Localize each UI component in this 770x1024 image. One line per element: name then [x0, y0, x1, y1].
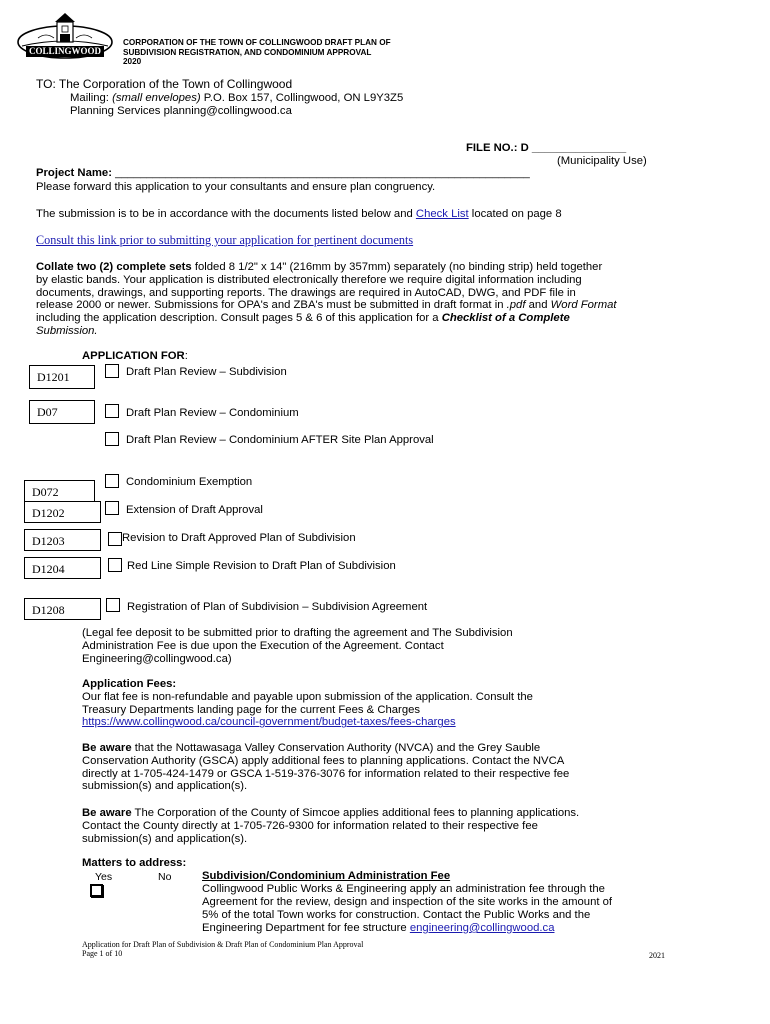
file-number-note: (Municipality Use) [557, 155, 647, 167]
code-box-d07: D07 [29, 400, 95, 424]
checkbox-draft-plan-condominium[interactable] [105, 404, 119, 418]
submission-note: The submission is to be in accordance with the documents listed below and Check List located on page 8 [36, 208, 562, 220]
option-red-line-revision: Red Line Simple Revision to Draft Plan of Subdivision [127, 560, 396, 572]
option-draft-plan-subdivision: Draft Plan Review – Subdivision [126, 366, 287, 378]
footer-year: 2021 [649, 951, 665, 960]
document-title [123, 38, 391, 67]
checkbox-condominium-after-site-plan[interactable] [105, 432, 119, 446]
checkbox-draft-plan-subdivision[interactable] [105, 364, 119, 378]
aware-conservation-authority: Be aware that the Nottawasaga Valley Conservation Authority (NVCA) and the Grey Sauble Conservation Authority (GSCA) apply additional fees to planning applications. Contact the NVCA directly at 1-705-424-1479 or GSCA 1-519-376-3076 for information related to their respective fee submission(s) and application(s). [82, 742, 570, 793]
option-draft-plan-condominium: Draft Plan Review – Condominium [126, 407, 299, 419]
collate-paragraph: Collate two (2) complete sets folded 8 1/2" x 14" (216mm by 357mm) separately (no binding strip) held together by elastic bands. Your application is distributed electronically therefore we require digital information including documents, drawings, and supporting reports. The drawings are required in AutoCAD, DWG, and PDF file in release 2000 or newer. Submissions for OPA's and ZBA's must be submitted in draft format in .pdf and Word Format including the application description. Consult pages 5 & 6 of this application for a Checklist of a Complete Submission. [36, 261, 617, 337]
checkbox-registration-plan[interactable] [106, 598, 120, 612]
title-line-1: CORPORATION OF THE TOWN OF COLLINGWOOD DRAFT PLAN OF [123, 38, 391, 47]
fees-heading: Application Fees: [82, 678, 177, 690]
address-mailing: Mailing: (small envelopes) P.O. Box 157, Collingwood, ON L9Y3Z5 [70, 92, 404, 104]
code-box-d1208: D1208 [24, 598, 101, 620]
footer-page-number: Page 1 of 10 [82, 949, 123, 958]
title-line-3: 2020 [123, 57, 142, 66]
town-logo-graphic [16, 12, 114, 64]
address-to: TO: The Corporation of the Town of Collingwood [36, 77, 293, 91]
code-box-d1201: D1201 [29, 365, 95, 389]
option-revision-draft-approved: Revision to Draft Approved Plan of Subdivision [122, 532, 356, 544]
option-condominium-after-site-plan: Draft Plan Review – Condominium AFTER Site Plan Approval [126, 434, 434, 446]
consult-documents-link[interactable]: Consult this link prior to submitting your application for pertinent documents [36, 233, 414, 247]
footer-doc-title: Application for Draft Plan of Subdivision & Draft Plan of Condominium Plan Approval [82, 940, 364, 949]
code-box-d1202: D1202 [24, 501, 101, 523]
admin-fee-item: Subdivision/Condominium Administration Fee Collingwood Public Works & Engineering apply an administration fee through the Agreement for the review, design and inspection of the site works in the amount of 5% of the total Town works for construction. Contact the Public Works and the Engineering Department for fee structure engineering@collingwood.ca [202, 870, 708, 935]
option-condominium-exemption: Condominium Exemption [126, 476, 253, 488]
application-heading: APPLICATION FOR: [82, 350, 188, 362]
file-number-label: FILE NO.: D _______________ [466, 142, 627, 154]
application-fees: Application Fees: Our flat fee is non-refundable and payable upon submission of the application. Consult the Treasury Departments landing page for the current Fees & Charges https://www.collingwood.ca/council-government/budget-taxes/fees-charges [82, 678, 533, 729]
option-registration-plan: Registration of Plan of Subdivision – Subdivision Agreement [127, 601, 428, 613]
address-planning: Planning Services planning@collingwood.ca [70, 105, 292, 117]
forward-note: Please forward this application to your consultants and ensure plan congruency. [36, 181, 436, 193]
logo-text: COLLINGWOOD [29, 46, 102, 56]
matters-heading: Matters to address: [82, 857, 187, 869]
fees-charges-link[interactable]: https://www.collingwood.ca/council-government/budget-taxes/fees-charges [82, 716, 456, 729]
legal-fee-note: (Legal fee deposit to be submitted prior to drafting the agreement and The Subdivision Administration Fee is due upon the Execution of the Agreement. Contact Engineering@collingwood.ca) [82, 627, 513, 665]
title-line-2: SUBDIVISION REGISTRATION, AND CONDOMINIUM APPROVAL [123, 47, 372, 57]
check-list-link[interactable]: Check List [415, 208, 469, 220]
checkbox-admin-fee-yes[interactable] [90, 884, 103, 897]
no-label: No [158, 871, 172, 883]
code-box-d1204: D1204 [24, 557, 101, 579]
engineering-email-link[interactable]: engineering@collingwood.ca [409, 922, 555, 934]
aware-county-simcoe: Be aware The Corporation of the County of Simcoe applies additional fees to planning applications. Contact the County directly at 1-705-726-9300 for information related to their respective fee submission(s) and application(s). [82, 807, 580, 845]
code-box-d1203: D1203 [24, 529, 101, 551]
checkbox-extension-draft-approval[interactable] [105, 501, 119, 515]
checkbox-condominium-exemption[interactable] [105, 474, 119, 488]
town-logo [16, 12, 114, 64]
checkbox-red-line-revision[interactable] [108, 558, 122, 572]
project-name-row [36, 167, 530, 180]
checkbox-revision-draft-approved[interactable] [108, 532, 122, 546]
option-extension-draft-approval: Extension of Draft Approval [126, 504, 263, 516]
project-name-label: Project Name: [36, 167, 112, 179]
code-box-d072: D072 [24, 480, 95, 502]
admin-fee-title: Subdivision/Condominium Administration Fee [202, 870, 451, 882]
project-name-field[interactable]: __________________________________________________________________ [111, 167, 530, 179]
yes-label: Yes [95, 871, 113, 883]
